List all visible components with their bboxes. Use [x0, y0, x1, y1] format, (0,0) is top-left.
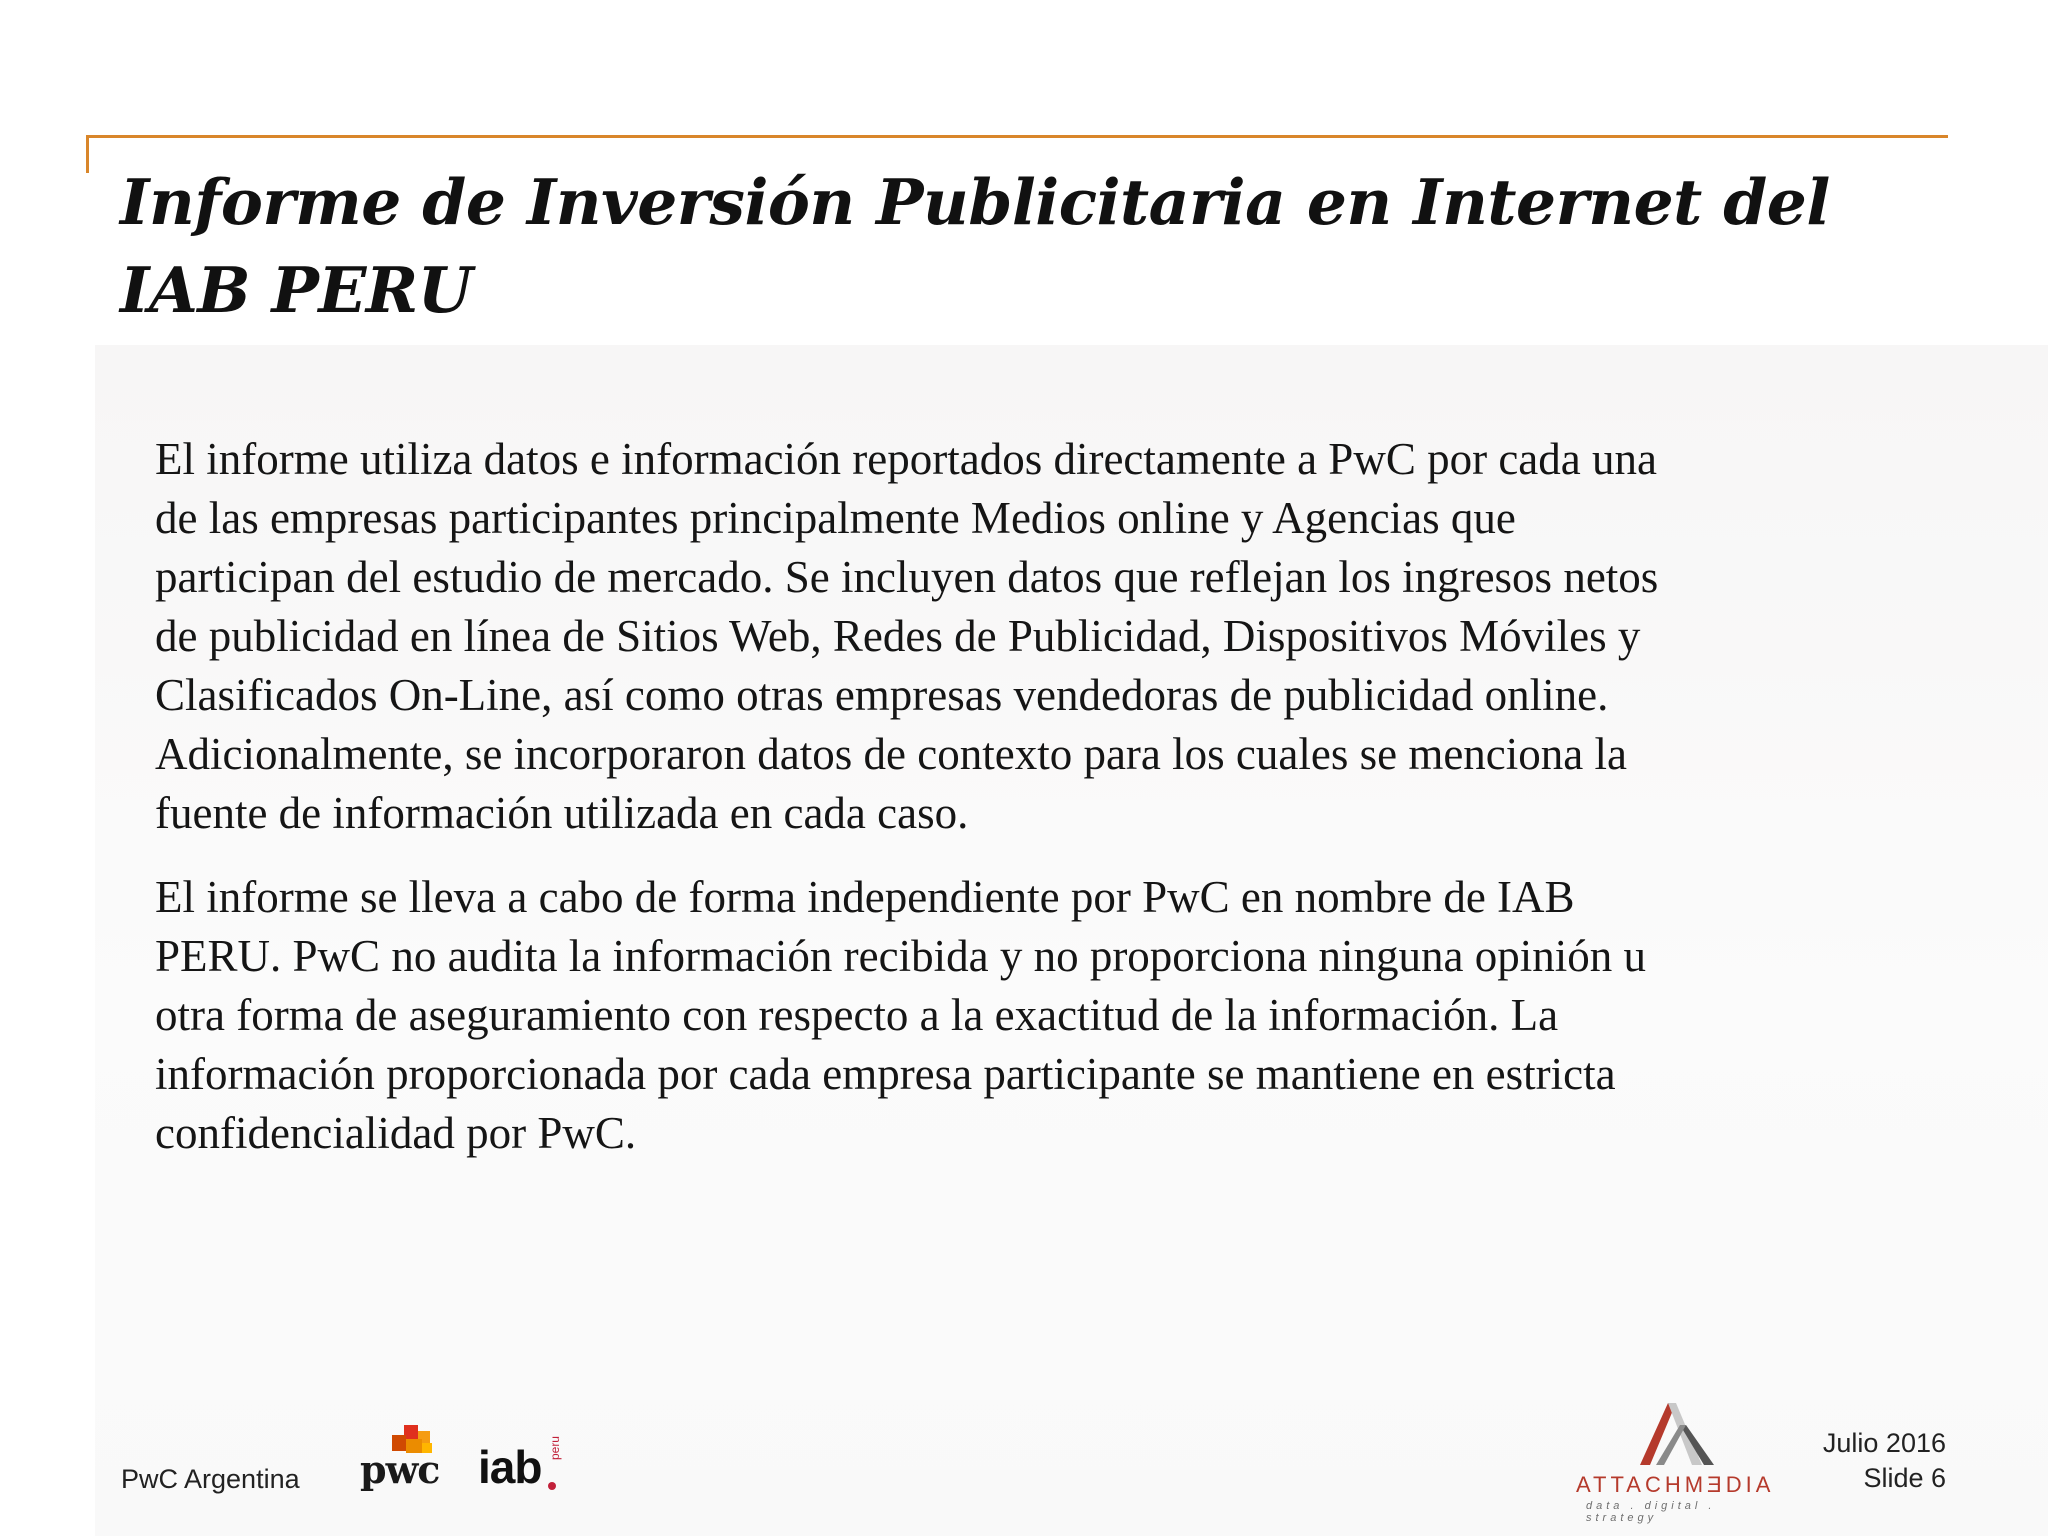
iab-peru-logo	[478, 1432, 568, 1502]
footer-slide-number: Slide 6	[1863, 1463, 1946, 1493]
iab-logo-dot	[548, 1482, 556, 1490]
footer-date: Julio 2016	[1822, 1428, 1946, 1458]
title-divider-line	[86, 135, 1948, 138]
attachmedia-name: ATTACHMƎDIA	[1576, 1472, 1775, 1497]
attachmedia-logo	[1568, 1395, 1788, 1524]
title-divider-tick	[86, 135, 89, 173]
body-paragraph-1: El informe utiliza datos e información reportados directamente a PwC por cada una de las empresas participantes principalmente Medios online y Agencias que participan del estudio de mercado. Se incluyen datos que reflejan los ingresos netos de publicidad en línea de Sitios Web, Redes de Publicidad, Dispositivos Móviles y Clasificados On-Line, así como otras empresas vendedoras de publicidad online. Adicionalmente, se incorporaron datos de contexto para los cuales se menciona la fuente de información utilizada en cada caso.	[155, 434, 1659, 838]
body-paragraph-2: El informe se lleva a cabo de forma independiente por PwC en nombre de IAB PERU. PwC no audita la información recibida y no proporciona ninguna opinión u otra forma de aseguramiento con respecto a la exactitud de la información. La información proporcionada por cada empresa participante se mantiene en estricta confidencialidad por PwC.	[155, 872, 1646, 1158]
iab-logo-text: iab	[478, 1441, 542, 1493]
attachmedia-tagline: data . digital . strategy	[1586, 1500, 1716, 1524]
iab-logo-suffix: peru	[548, 1436, 562, 1461]
slide-body	[155, 430, 1975, 1188]
footer-meta	[1823, 1426, 1946, 1496]
pwc-logo-text: pwc	[360, 1447, 440, 1492]
footer-company-label: PwC Argentina	[121, 1464, 300, 1494]
slide-title: Informe de Inversión Publicitaria en Internet del IAB PERU	[120, 165, 1830, 327]
pwc-logo	[360, 1425, 460, 1495]
attachmedia-mark-icon	[1568, 1395, 1788, 1470]
